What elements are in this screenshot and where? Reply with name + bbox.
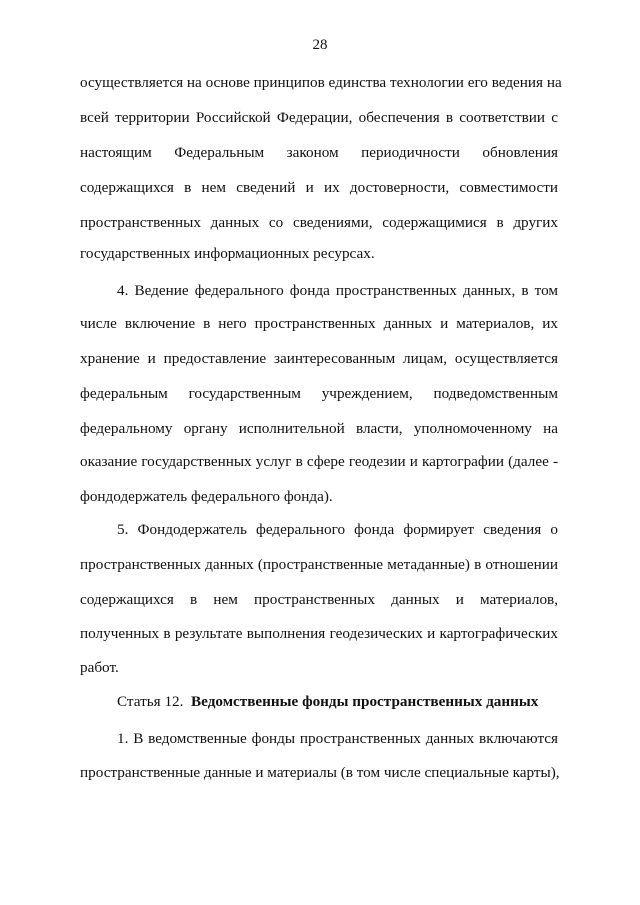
text-line: полученных в результате выполнения геодезических и картографических	[80, 625, 558, 642]
page-number: 28	[312, 37, 328, 53]
article-title: Ведомственные фонды пространственных данных	[191, 693, 539, 710]
text-line: пространственные данные и материалы (в том числе специальные карты),	[80, 764, 560, 781]
text-line: федеральным государственным учреждением, подведомственным	[80, 385, 558, 402]
article-label: Статья 12.	[117, 693, 184, 710]
article-heading	[117, 692, 558, 712]
text-line: настоящим Федеральным законом периодичности обновления	[80, 144, 558, 161]
text-line: оказание государственных услуг в сфере геодезии и картографии (далее -	[80, 453, 558, 470]
text-line: 1. В ведомственные фонды пространственных данных включаются	[117, 730, 558, 747]
text-line: осуществляется на основе принципов единства технологии его ведения на	[80, 74, 562, 91]
text-line: пространственных данных (пространственные метаданные) в отношении	[80, 556, 558, 573]
text-line: 5. Фондодержатель федерального фонда формирует сведения о	[117, 521, 558, 538]
text-line: фондодержатель федерального фонда).	[80, 488, 333, 505]
text-line: хранение и предоставление заинтересованным лицам, осуществляется	[80, 350, 558, 367]
text-line: работ.	[80, 659, 119, 676]
text-line: содержащихся в нем пространственных данных и материалов,	[80, 591, 558, 608]
text-line: федеральному органу исполнительной власти, уполномоченному на	[80, 420, 558, 437]
text-line: государственных информационных ресурсах.	[80, 245, 375, 262]
text-line: всей территории Российской Федерации, обеспечения в соответствии с	[80, 109, 558, 126]
text-line: пространственных данных со сведениями, содержащимися в других	[80, 214, 558, 231]
text-line: содержащихся в нем сведений и их достоверности, совместимости	[80, 179, 558, 196]
text-line: 4. Ведение федерального фонда пространственных данных, в том	[117, 282, 558, 299]
text-line: числе включение в него пространственных данных и материалов, их	[80, 315, 558, 332]
